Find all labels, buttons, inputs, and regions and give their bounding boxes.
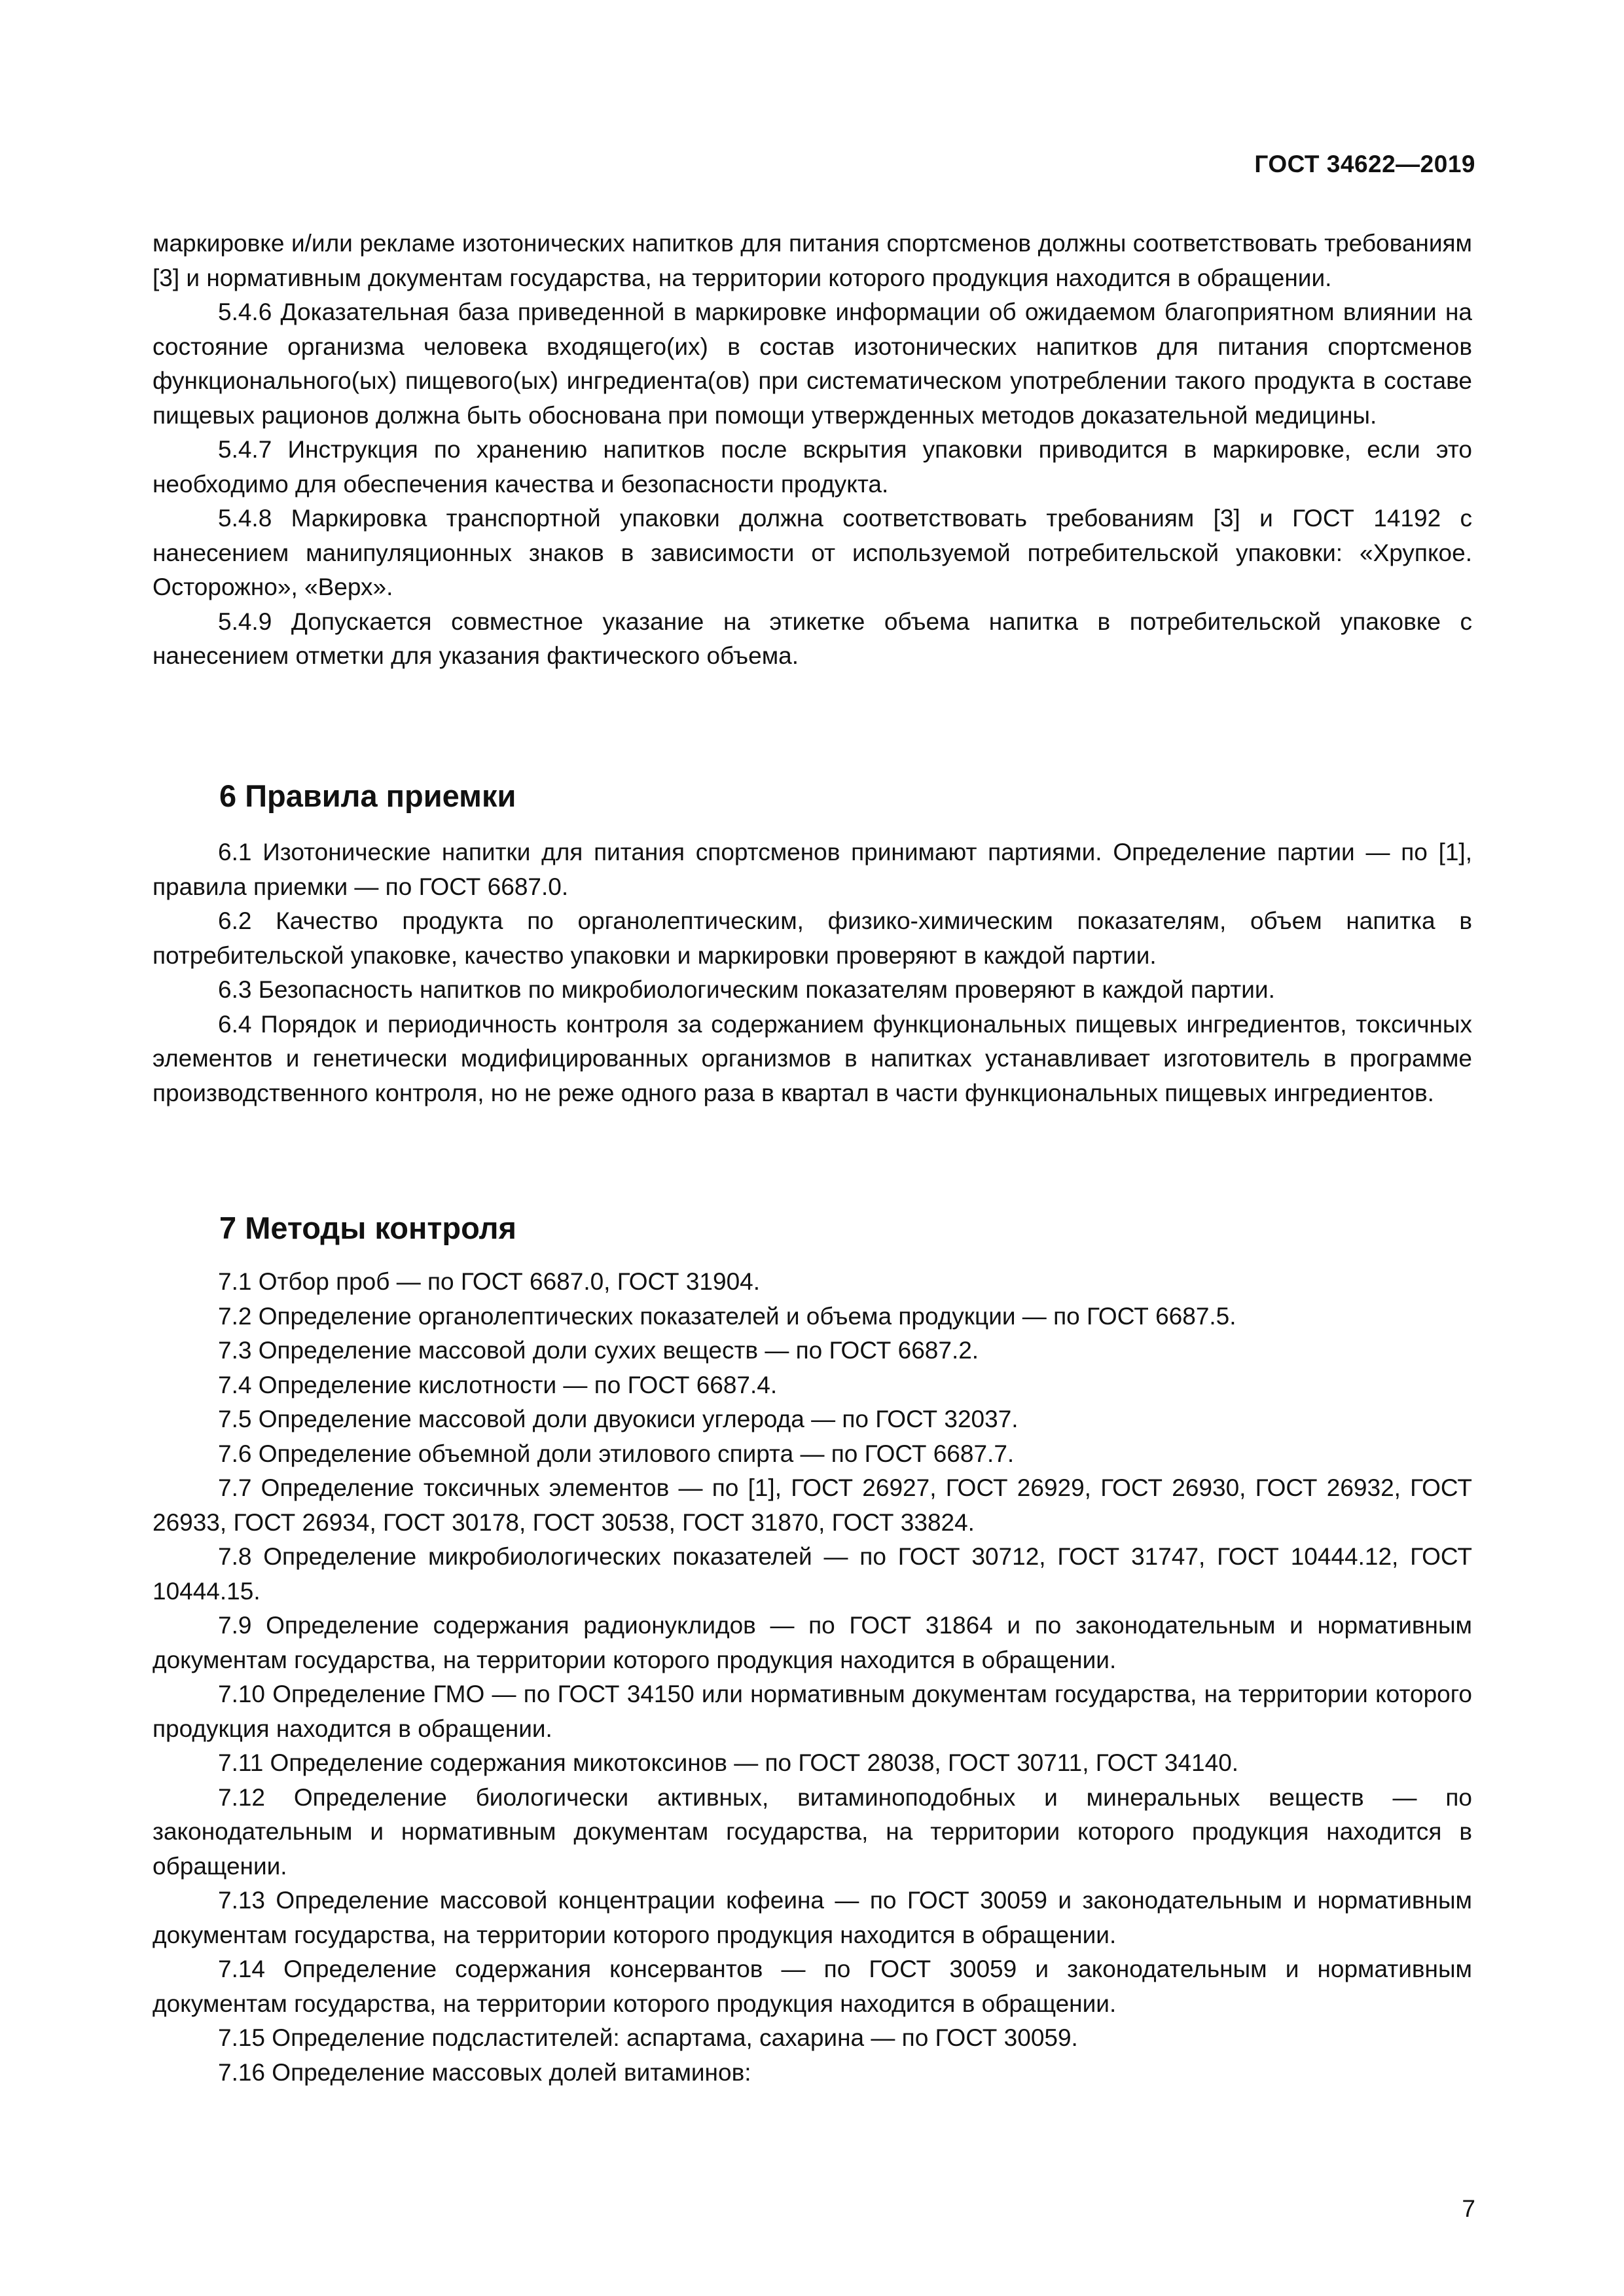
paragraph-7-12: 7.12 Определение биологически активных, витаминоподобных и минеральных веществ — по законодательным и нормативным документам государства, на территории которого продукция находится в обращении. — [153, 1783, 1472, 1880]
paragraph-7-9: 7.9 Определение содержания радионуклидов — по ГОСТ 31864 и по законодательным и нормативным документам государства, на территории которого продукция находится в обращении. — [153, 1612, 1472, 1673]
paragraph-7-6: 7.6 Определение объемной доли этилового спирта — по ГОСТ 6687.7. — [218, 1440, 1015, 1467]
section-7-title: 7 Методы контроля — [219, 1211, 516, 1245]
paragraph-7-15: 7.15 Определение подсластителей: аспартама, сахарина — по ГОСТ 30059. — [218, 2024, 1078, 2051]
paragraph-continuation: маркировке и/или рекламе изотонических напитков для питания спортсменов должны соответствовать требованиям [3] и нормативным документам государства, на территории которого продукция находится в обращении. — [153, 230, 1472, 291]
paragraph-7-4: 7.4 Определение кислотности — по ГОСТ 6687.4. — [218, 1371, 778, 1398]
section-7-body — [153, 1265, 1472, 2090]
paragraph-5-4-9: 5.4.9 Допускается совместное указание на этикетке объема напитка в потребительской упаковке с нанесением отметки для указания фактического объема. — [153, 608, 1472, 669]
paragraph-5-4-8: 5.4.8 Маркировка транспортной упаковки должна соответствовать требованиям [3] и ГОСТ 14192 с нанесением манипуляционных знаков в зависимости от используемой потребительской упаковки: «Хрупкое. Осторожно», «Верх». — [153, 505, 1472, 600]
paragraph-6-4: 6.4 Порядок и периодичность контроля за содержанием функциональных пищевых ингредиентов, токсичных элементов и генетически модифицированных организмов в напитках устанавливает изготовитель в программе производственного контроля, но не реже одного раза в квартал в части функциональных пищевых ингредиентов. — [153, 1010, 1472, 1106]
paragraph-7-13: 7.13 Определение массовой концентрации кофеина — по ГОСТ 30059 и законодательным и нормативным документам государства, на территории которого продукция находится в обращении. — [153, 1887, 1472, 1948]
section-6-title: 6 Правила приемки — [219, 778, 516, 813]
document-header: ГОСТ 34622—2019 — [1254, 151, 1475, 177]
paragraph-5-4-7: 5.4.7 Инструкция по хранению напитков после вскрытия упаковки приводится в маркировке, если это необходимо для обеспечения качества и безопасности продукта. — [153, 436, 1472, 498]
paragraph-5-4-6: 5.4.6 Доказательная база приведенной в маркировке информации об ожидаемом благоприятном влиянии на состояние организма человека входящего(их) в состав изотонических напитков для питания спортсменов функционального(ых) пищевого(ых) ингредиента(ов) при систематическом употреблении такого продукта в составе пищевых рационов должна быть обоснована при помощи утвержденных методов доказательной медицины. — [153, 299, 1472, 429]
paragraph-6-2: 6.2 Качество продукта по органолептическим, физико-химическим показателям, объем напитка в потребительской упаковке, качество упаковки и маркировки проверяют в каждой партии. — [153, 907, 1472, 969]
paragraph-6-1: 6.1 Изотонические напитки для питания спортсменов принимают партиями. Определение партии — по [1], правила приемки — по ГОСТ 6687.0. — [153, 839, 1472, 900]
section-6-body — [153, 835, 1472, 1110]
intro-block — [153, 227, 1472, 674]
paragraph-7-2: 7.2 Определение органолептических показателей и объема продукции — по ГОСТ 6687.5. — [218, 1302, 1236, 1330]
page-number: 7 — [1462, 2195, 1475, 2222]
paragraph-7-7: 7.7 Определение токсичных элементов — по [1], ГОСТ 26927, ГОСТ 26929, ГОСТ 26930, ГОСТ 26932, ГОСТ 26933, ГОСТ 26934, ГОСТ 30178, ГОСТ 30538, ГОСТ 31870, ГОСТ 33824. — [153, 1474, 1472, 1536]
paragraph-7-11: 7.11 Определение содержания микотоксинов — по ГОСТ 28038, ГОСТ 30711, ГОСТ 34140. — [218, 1749, 1239, 1776]
paragraph-7-16: 7.16 Определение массовых долей витаминов: — [218, 2058, 751, 2086]
paragraph-6-3: 6.3 Безопасность напитков по микробиологическим показателям проверяют в каждой партии. — [218, 976, 1275, 1003]
paragraph-7-1: 7.1 Отбор проб — по ГОСТ 6687.0, ГОСТ 31904. — [218, 1268, 761, 1295]
paragraph-7-10: 7.10 Определение ГМО — по ГОСТ 34150 или нормативным документам государства, на территории которого продукция находится в обращении. — [153, 1681, 1472, 1742]
paragraph-7-3: 7.3 Определение массовой доли сухих веществ — по ГОСТ 6687.2. — [218, 1337, 979, 1364]
paragraph-7-5: 7.5 Определение массовой доли двуокиси углерода — по ГОСТ 32037. — [218, 1406, 1019, 1432]
paragraph-7-14: 7.14 Определение содержания консервантов — по ГОСТ 30059 и законодательным и нормативным документам государства, на территории которого продукция находится в обращении. — [153, 1956, 1472, 2017]
paragraph-7-8: 7.8 Определение микробиологических показателей — по ГОСТ 30712, ГОСТ 31747, ГОСТ 10444.12, ГОСТ 10444.15. — [153, 1543, 1472, 1605]
